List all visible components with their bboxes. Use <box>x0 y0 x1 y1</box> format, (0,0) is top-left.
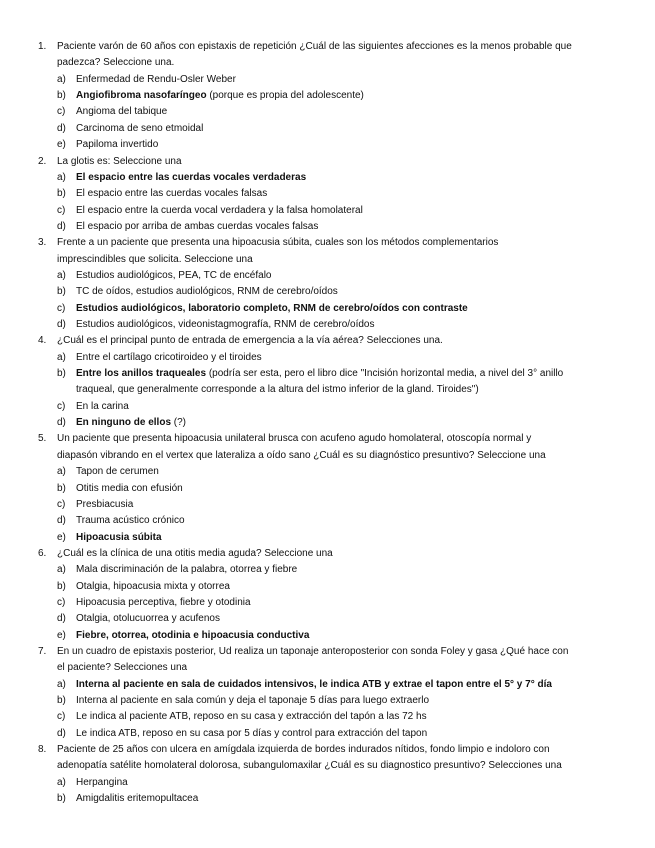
question-number-text: 7. <box>38 646 47 657</box>
question-text-line: diapasón vibrando en el vertex que lateraliza a oído sano ¿Cuál es su diagnóstico presuntivo? Seleccione una <box>57 449 546 461</box>
option-letter <box>57 498 65 512</box>
option-letter <box>57 416 66 430</box>
question-number <box>38 155 46 169</box>
option-letter-text: a) <box>57 171 66 183</box>
option-text-rest: Estudios audiológicos, videonistagmografía, RNM de cerebro/oídos <box>76 319 375 330</box>
option-letter <box>57 710 65 724</box>
option-answer-bold: Interna al paciente en sala de cuidados intensivos, le indica ATB y extrae el tapon entre el 5° y 7° día <box>76 678 552 690</box>
option-letter-text: d) <box>57 727 66 739</box>
question-number <box>38 236 46 250</box>
option-letter-text: e) <box>57 629 66 641</box>
option-letter-text: e) <box>57 139 66 151</box>
option-letter <box>57 482 66 496</box>
option-text <box>76 105 167 119</box>
option-letter <box>57 105 65 119</box>
option-text <box>76 482 183 496</box>
option-text <box>76 580 230 594</box>
option-text-rest: Tapon de cerumen <box>76 466 159 478</box>
option-text-rest: Otalgia, otolucuorrea y acufenos <box>76 613 220 625</box>
option-text <box>76 710 427 724</box>
option-text-rest: Entre el cartílago cricotiroideo y el tiroides <box>76 351 262 363</box>
option-text <box>76 596 251 610</box>
option-text-rest: Estudios audiológicos, PEA, TC de encéfalo <box>76 269 272 281</box>
option-letter <box>57 351 66 365</box>
option-letter <box>57 89 66 103</box>
option-letter-text: b) <box>57 482 66 494</box>
option-letter <box>57 727 66 741</box>
option-text <box>76 367 563 381</box>
option-text-rest: TC de oídos, estudios audiológicos, RNM de cerebro/oídos <box>76 286 338 298</box>
option-text <box>76 629 309 643</box>
option-answer-bold: En ninguno de ellos <box>76 417 171 429</box>
option-letter-text: d) <box>57 613 66 625</box>
option-letter <box>57 612 66 626</box>
option-text-rest: Le indica ATB, reposo en su casa por 5 días y control para extracción del tapon <box>76 727 428 739</box>
question-number-text: 8. <box>38 744 47 756</box>
option-letter-text: d) <box>57 220 66 232</box>
option-text <box>76 138 158 152</box>
option-letter <box>57 269 66 283</box>
option-letter-text: c) <box>57 400 66 412</box>
option-text <box>76 73 236 87</box>
option-text-rest: Enfermedad de Rendu-Osler Weber <box>76 73 236 85</box>
question-text-line: adenopatía satélite homolateral dolorosa, subangulomaxilar ¿Cuál es su diagnostico presuntivo? Selecciones una <box>57 760 562 772</box>
option-text-rest: Otalgia, hipoacusia mixta y otorrea <box>76 580 230 592</box>
question-text <box>57 645 568 659</box>
option-letter-text: a) <box>57 776 66 788</box>
option-text <box>76 531 162 545</box>
option-text <box>76 727 427 741</box>
option-letter-text: d) <box>57 417 66 429</box>
option-letter <box>57 318 66 332</box>
option-answer-bold: El espacio entre las cuerdas vocales verdaderas <box>76 171 307 183</box>
question-text-line: padezca? Seleccione una. <box>57 57 175 69</box>
option-text <box>76 792 198 806</box>
question-text <box>57 759 562 773</box>
option-letter <box>57 122 66 136</box>
question-text-line: En un cuadro de epistaxis posterior, Ud realiza un taponaje anteroposterior con sonda Foley y gasa ¿Qué hace con <box>57 646 569 657</box>
option-letter <box>57 678 66 692</box>
option-answer-bold: Fiebre, otorrea, otodinia e hipoacusia conductiva <box>76 629 310 641</box>
option-letter <box>57 220 66 234</box>
option-text <box>76 204 363 218</box>
option-text <box>76 302 468 316</box>
option-letter <box>57 400 65 414</box>
option-letter <box>57 596 65 610</box>
option-letter-text: c) <box>57 711 66 723</box>
option-letter-text: a) <box>57 466 66 478</box>
option-text <box>76 694 429 708</box>
option-letter <box>57 302 65 316</box>
question-number-text: 6. <box>38 547 47 559</box>
option-letter <box>57 514 66 528</box>
option-text <box>76 187 267 201</box>
option-text-rest: Herpangina <box>76 776 128 788</box>
question-number <box>38 645 46 659</box>
question-text <box>57 547 333 561</box>
option-letter-text: a) <box>57 678 66 690</box>
option-letter <box>57 531 66 545</box>
question-text-line: ¿Cuál es la clínica de una otitis media aguda? Seleccione una <box>57 547 333 559</box>
option-text <box>76 612 220 626</box>
option-text-rest: (podría ser esta, pero el libro dice "Incisión horizontal media, a nivel del 3° anillo <box>206 368 564 379</box>
question-text <box>57 449 546 463</box>
option-answer-bold: Estudios audiológicos, laboratorio completo, RNM de cerebro/oídos con contraste <box>76 302 468 314</box>
option-letter <box>57 694 66 708</box>
question-text-line: Un paciente que presenta hipoacusia unilateral brusca con acufeno agudo homolateral, otoscopía normal y <box>57 433 532 445</box>
option-answer-bold: Hipoacusia súbita <box>76 531 162 543</box>
option-letter-text: d) <box>57 319 66 330</box>
question-text-line: imprescindibles que solicita. Seleccione una <box>57 253 253 265</box>
option-text <box>76 220 318 234</box>
question-text-line: ¿Cuál es el principal punto de entrada de emergencia a la vía aérea? Selecciones una. <box>57 335 443 347</box>
option-answer-bold: Entre los anillos traqueales <box>76 368 207 379</box>
question-number <box>38 547 46 561</box>
question-text <box>57 56 174 70</box>
question-text <box>57 334 443 348</box>
question-number <box>38 40 46 54</box>
option-text-rest: Le indica al paciente ATB, reposo en su casa y extracción del tapón a las 72 hs <box>76 711 427 723</box>
question-number-text: 5. <box>38 433 47 445</box>
option-text <box>76 498 133 512</box>
option-letter <box>57 138 66 152</box>
option-letter-text: b) <box>57 368 66 379</box>
option-text-rest: Carcinoma de seno etmoidal <box>76 122 204 134</box>
option-text <box>76 89 364 103</box>
option-letter-text: b) <box>57 286 66 298</box>
question-number-text: 2. <box>38 155 47 167</box>
option-letter <box>57 563 66 577</box>
option-letter-text: b) <box>57 90 66 102</box>
option-text-rest: Angioma del tabique <box>76 106 168 118</box>
option-text-cont: traqueal, que generalmente corresponde a la altura del istmo inferior de la gland. Tiroides") <box>76 384 479 396</box>
option-text-rest: Papiloma invertido <box>76 139 159 151</box>
option-text <box>76 318 375 332</box>
option-letter-text: b) <box>57 695 66 706</box>
option-text-rest: Amigdalitis eritemopultacea <box>76 793 199 805</box>
option-text <box>76 416 186 430</box>
option-letter <box>57 776 66 790</box>
option-letter <box>57 580 66 594</box>
question-text-line: Paciente varón de 60 años con epistaxis de repetición ¿Cuál de las siguientes afecciones es la menos probable que <box>57 41 572 52</box>
option-text <box>76 514 185 528</box>
option-text <box>76 285 338 299</box>
option-text-rest: (porque es propia del adolescente) <box>206 90 364 102</box>
option-text-rest: Interna al paciente en sala común y deja el taponaje 5 días para luego extraerlo <box>76 695 430 706</box>
question-text <box>57 236 498 250</box>
option-letter-text: c) <box>57 498 66 510</box>
option-letter <box>57 792 66 806</box>
question-number-text: 1. <box>38 41 47 52</box>
option-text <box>76 351 262 365</box>
question-text <box>57 155 182 169</box>
option-letter <box>57 367 66 381</box>
option-letter-text: a) <box>57 351 66 363</box>
option-text-rest: (?) <box>171 417 186 429</box>
question-number-text: 3. <box>38 237 47 249</box>
option-letter-text: e) <box>57 531 66 543</box>
question-text <box>57 253 253 267</box>
option-answer-bold: Angiofibroma nasofaríngeo <box>76 90 207 102</box>
option-text-rest: El espacio entre la cuerda vocal verdadera y la falsa homolateral <box>76 204 363 216</box>
question-text <box>57 743 550 757</box>
option-letter <box>57 171 66 185</box>
option-text-rest: Presbiacusia <box>76 498 134 510</box>
option-letter-text: c) <box>57 106 66 118</box>
option-letter-text: d) <box>57 122 66 134</box>
option-text-continued <box>76 383 479 397</box>
option-text <box>76 269 272 283</box>
option-text <box>76 563 297 577</box>
option-letter-text: b) <box>57 793 66 805</box>
question-text-line: Paciente de 25 años con ulcera en amígdala izquierda de bordes indurados nítidos, fondo limpio e indoloro con <box>57 744 550 756</box>
question-text-line: el paciente? Selecciones una <box>57 662 188 674</box>
option-text-rest: Hipoacusia perceptiva, fiebre y otodinia <box>76 596 251 608</box>
option-text-rest: Trauma acústico crónico <box>76 515 185 527</box>
option-text-rest: El espacio entre las cuerdas vocales falsas <box>76 188 268 200</box>
option-text-rest: En la carina <box>76 400 129 412</box>
option-letter-text: a) <box>57 269 66 281</box>
question-number <box>38 334 46 348</box>
option-text <box>76 122 203 136</box>
option-text-rest: El espacio por arriba de ambas cuerdas vocales falsas <box>76 220 319 232</box>
question-text-line: Frente a un paciente que presenta una hipoacusia súbita, cuales son los métodos complementarios <box>57 237 499 249</box>
question-text <box>57 661 187 675</box>
option-letter-text: b) <box>57 188 66 200</box>
option-text-rest: Otitis media con efusión <box>76 482 183 494</box>
option-letter <box>57 285 66 299</box>
option-letter-text: b) <box>57 580 66 592</box>
option-letter <box>57 204 65 218</box>
question-number <box>38 432 46 446</box>
option-letter-text: c) <box>57 204 66 216</box>
question-number-text: 4. <box>38 335 47 347</box>
option-letter-text: c) <box>57 596 66 608</box>
option-letter-text: c) <box>57 302 66 314</box>
option-text <box>76 400 129 414</box>
option-letter-text: d) <box>57 515 66 527</box>
question-number <box>38 743 46 757</box>
question-text <box>57 40 572 54</box>
option-letter-text: a) <box>57 564 66 576</box>
question-text <box>57 432 531 446</box>
option-letter <box>57 187 66 201</box>
question-text-line: La glotis es: Seleccione una <box>57 155 182 167</box>
option-letter <box>57 465 66 479</box>
option-text <box>76 171 306 185</box>
option-text <box>76 776 128 790</box>
option-text <box>76 678 552 692</box>
option-text <box>76 465 159 479</box>
option-letter <box>57 629 66 643</box>
option-letter-text: a) <box>57 73 66 85</box>
option-letter <box>57 73 66 87</box>
option-text-rest: Mala discriminación de la palabra, otorrea y fiebre <box>76 564 298 576</box>
